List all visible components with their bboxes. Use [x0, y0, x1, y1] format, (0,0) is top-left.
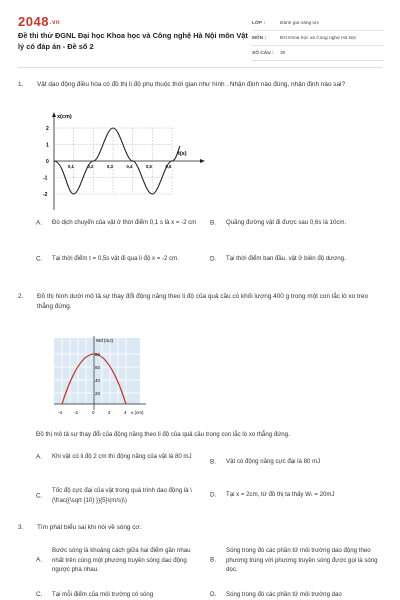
option-letter: A. — [36, 453, 43, 460]
x-axis-label: x (cm) — [131, 410, 144, 415]
meta-row-class — [252, 16, 384, 31]
option-b[interactable] — [210, 218, 382, 228]
question-2 — [18, 292, 382, 312]
option-letter: A. — [36, 219, 43, 226]
y-tick-label: 20 — [95, 391, 101, 396]
option-a[interactable] — [36, 546, 204, 575]
question-text: Vật dao động điều hòa có đồ thị li độ phụ thuộc thời gian như hình . Nhận định nào đúng, nhận định nào sai? — [37, 81, 346, 88]
y-tick-label: 60 — [95, 365, 101, 370]
meta-row-count — [252, 46, 384, 61]
question-1 — [18, 80, 382, 90]
x-tick-label: 2 — [108, 410, 111, 415]
question-text: Đồ thị hình dưới mô tả sự thay đổi động năng theo li độ của quả cầu có khối lượng 400 g trong một con lắc lò xo treo thẳng đứng. — [37, 293, 369, 310]
y-tick-label: -2 — [43, 192, 48, 198]
meta-value: 30 — [280, 50, 286, 56]
meta-row-subject — [252, 31, 384, 46]
option-text: Tại x = 2cm, từ đồ thị ta thấy Wₜ = 20mJ — [226, 491, 335, 498]
x-axis-arrow — [200, 159, 205, 163]
option-text: Quãng đường vật đi được sau 0,6s là 10cm. — [226, 219, 347, 226]
option-text: Sóng trong đó các phần tử môi trường dao — [226, 591, 342, 598]
meta-key: SỐ CÂU : — [252, 50, 274, 56]
option-text: Khi vật có li độ 2 cm thì động năng của vật là 80 mJ — [52, 453, 192, 460]
logo-suffix: .vn — [49, 19, 61, 26]
option-c[interactable] — [36, 590, 204, 600]
logo-text: 2048 — [18, 14, 49, 29]
option-letter: A. — [36, 556, 43, 564]
question-number: 3. — [18, 524, 24, 531]
option-letter: D. — [210, 491, 217, 498]
option-text: Tại mỗi điểm của môi trường có sóng — [52, 591, 154, 598]
x-tick-label: 0,6 — [165, 164, 172, 169]
option-text: Vật có động năng cực đại là 80 mJ — [226, 458, 321, 465]
option-letter: C. — [36, 591, 43, 598]
x-tick-label: 0,4 — [126, 164, 133, 169]
x-axis-label: t(s) — [178, 151, 187, 157]
y-tick-label: 40 — [95, 378, 101, 383]
option-b[interactable] — [210, 546, 382, 575]
figure-caption: Đồ thị mô tả sự thay đổi của động năng theo li độ của quả cầu trong con lắc lò xo thẳng đứng. — [36, 431, 290, 438]
y-tick-label: 2 — [46, 126, 49, 132]
option-text: Tại thời điểm ban đầu, vật ở biên độ dương. — [226, 255, 346, 262]
question-number: 1. — [18, 81, 24, 88]
option-a[interactable] — [36, 218, 208, 228]
option-text: Sóng trong đó các phần tử môi trường dao động theo phương trùng với phương truyền sóng được gọi là sóng dọc. — [226, 547, 378, 573]
oscillation-graph — [36, 110, 206, 212]
x-tick-label: 0,2 — [87, 164, 94, 169]
option-d[interactable] — [210, 254, 382, 264]
question-3 — [18, 523, 382, 533]
page-header — [0, 0, 400, 62]
x-tick-label: 0 — [92, 410, 95, 415]
x-tick-label: 0,3 — [107, 164, 113, 169]
y-tick-label: 0 — [46, 159, 49, 165]
option-letter: B. — [210, 556, 217, 564]
exam-title: Đề thi thử ĐGNL Đại học Khoa học và Công nghệ Hà Nội môn Vật lý có đáp án - Đề số 2 — [18, 31, 248, 51]
site-logo[interactable] — [18, 14, 60, 29]
option-letter: C. — [36, 491, 43, 499]
option-d[interactable] — [210, 490, 382, 500]
y-tick-label: 80 — [95, 352, 101, 357]
y-axis-arrow — [52, 112, 56, 117]
x-tick-label: 0,5 — [146, 164, 152, 169]
kinetic-energy-graph — [48, 334, 162, 420]
meta-value: Đánh giá năng lực — [280, 20, 320, 26]
x-tick-label: 4 — [124, 410, 127, 415]
y-axis-label: Wđ (mJ) — [96, 338, 113, 343]
option-text: Tại thời điểm t = 0,5s vật đi qua li độ x = -2 cm. — [52, 255, 179, 262]
meta-key: LỚP : — [252, 20, 266, 26]
option-text: Tốc độ cực đại của vật trong quá trình dao động là \(\frac{{\sqrt {10} }}{5}\(m/s)\) — [52, 487, 192, 504]
x-tick-label: -2 — [74, 410, 79, 415]
option-letter: B. — [210, 458, 217, 465]
option-a[interactable] — [36, 452, 208, 462]
option-letter: D. — [210, 591, 217, 598]
meta-value: ĐH Khoa học và Công nghệ Hà Nội — [280, 35, 356, 41]
header-divider — [18, 67, 382, 68]
y-axis-label: x(cm) — [57, 114, 72, 120]
question-text: Tìm phát biểu sai khi nói về sóng cơ. — [37, 524, 142, 531]
x-tick-label: 0,1 — [68, 164, 74, 169]
x-tick-label: -4 — [58, 410, 63, 415]
option-c[interactable] — [36, 486, 208, 505]
option-letter: C. — [36, 255, 43, 262]
option-letter: B. — [210, 219, 217, 226]
option-text: Đó dịch chuyển của vật ở thời điểm 0,1 s là x = -2 cm — [52, 219, 197, 226]
option-letter: D. — [210, 255, 217, 262]
option-b[interactable] — [210, 457, 382, 467]
question-number: 2. — [18, 293, 24, 300]
y-tick-label: -1 — [43, 175, 48, 182]
option-text: Bước sóng là khoảng cách giữa hai điểm gần nhau nhất trên cùng một phương truyền sóng dao động ngược pha nhau. — [52, 547, 191, 573]
exam-meta — [252, 16, 384, 61]
y-tick-label: 1 — [46, 142, 49, 149]
option-c[interactable] — [36, 254, 208, 264]
option-d[interactable] — [210, 590, 382, 600]
meta-key: MÔN : — [252, 35, 267, 41]
